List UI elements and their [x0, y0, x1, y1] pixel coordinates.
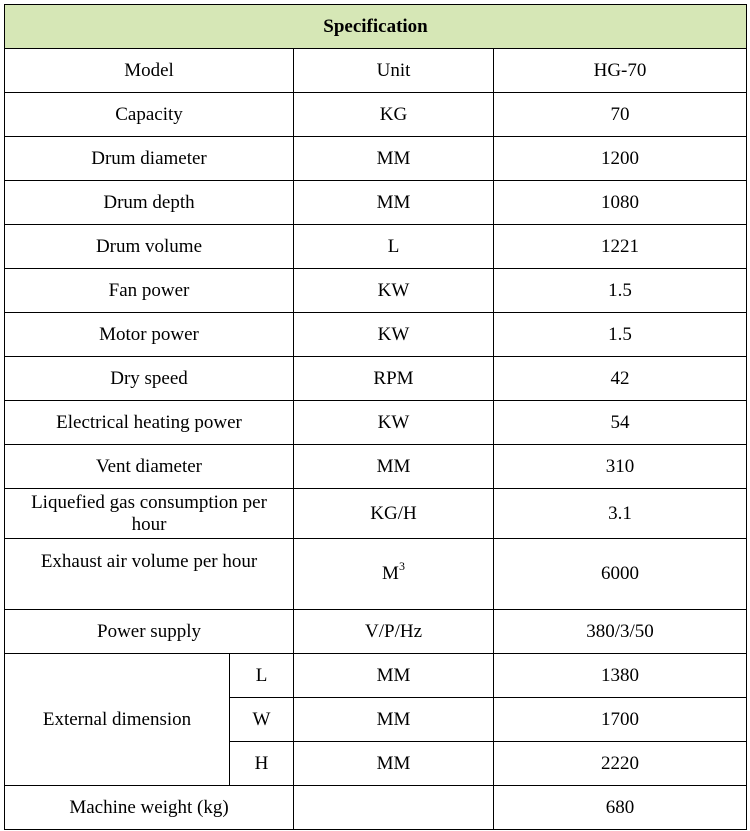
header-unit: Unit	[294, 49, 494, 93]
row-value: 1.5	[494, 269, 747, 313]
row-name: Motor power	[5, 313, 294, 357]
power-unit: V/P/Hz	[294, 610, 494, 654]
specification-table	[4, 4, 747, 830]
table-row	[5, 313, 747, 357]
exhaust-value: 6000	[494, 539, 747, 610]
row-value: 42	[494, 357, 747, 401]
row-unit: KW	[294, 401, 494, 445]
table-row	[5, 181, 747, 225]
table-row	[5, 445, 747, 489]
weight-row	[5, 786, 747, 830]
dim-value: 2220	[494, 742, 747, 786]
row-unit: KW	[294, 269, 494, 313]
row-name: Drum diameter	[5, 137, 294, 181]
table-row	[5, 269, 747, 313]
table-row	[5, 357, 747, 401]
row-name: Drum volume	[5, 225, 294, 269]
row-name: Dry speed	[5, 357, 294, 401]
table-row	[5, 93, 747, 137]
exhaust-name: Exhaust air volume per hour	[5, 539, 294, 610]
exhaust-unit-superscript: 3	[398, 558, 405, 573]
weight-value: 680	[494, 786, 747, 830]
table-row	[5, 489, 747, 539]
dim-value: 1700	[494, 698, 747, 742]
dim-unit: MM	[294, 742, 494, 786]
row-value: 1.5	[494, 313, 747, 357]
dim-unit: MM	[294, 698, 494, 742]
row-value: 1080	[494, 181, 747, 225]
external-name: External dimension	[5, 654, 230, 786]
dim-axis: L	[230, 654, 294, 698]
row-unit: MM	[294, 181, 494, 225]
row-unit: MM	[294, 137, 494, 181]
power-name: Power supply	[5, 610, 294, 654]
table-row	[5, 401, 747, 445]
table-row	[5, 225, 747, 269]
row-value: 54	[494, 401, 747, 445]
header-model-value: HG-70	[494, 49, 747, 93]
dim-axis: W	[230, 698, 294, 742]
dim-value: 1380	[494, 654, 747, 698]
row-unit: KG	[294, 93, 494, 137]
row-name: Drum depth	[5, 181, 294, 225]
row-unit: KG/H	[294, 489, 494, 539]
exhaust-unit	[294, 539, 494, 610]
header-row	[5, 49, 747, 93]
power-value: 380/3/50	[494, 610, 747, 654]
row-name: Fan power	[5, 269, 294, 313]
exhaust-unit-base: M	[382, 563, 399, 584]
row-value: 1200	[494, 137, 747, 181]
row-name: Liquefied gas consumption per hour	[5, 489, 294, 539]
exhaust-row	[5, 539, 747, 610]
weight-name: Machine weight (kg)	[5, 786, 294, 830]
dim-unit: MM	[294, 654, 494, 698]
header-model: Model	[5, 49, 294, 93]
row-unit: L	[294, 225, 494, 269]
row-name: Electrical heating power	[5, 401, 294, 445]
table-title: Specification	[5, 5, 747, 49]
dim-axis: H	[230, 742, 294, 786]
row-unit: RPM	[294, 357, 494, 401]
row-name: Capacity	[5, 93, 294, 137]
table-row	[5, 137, 747, 181]
row-value: 1221	[494, 225, 747, 269]
row-value: 70	[494, 93, 747, 137]
row-value: 310	[494, 445, 747, 489]
power-row	[5, 610, 747, 654]
external-row-l	[5, 654, 747, 698]
weight-unit	[294, 786, 494, 830]
row-unit: MM	[294, 445, 494, 489]
row-value: 3.1	[494, 489, 747, 539]
row-unit: KW	[294, 313, 494, 357]
row-name: Vent diameter	[5, 445, 294, 489]
